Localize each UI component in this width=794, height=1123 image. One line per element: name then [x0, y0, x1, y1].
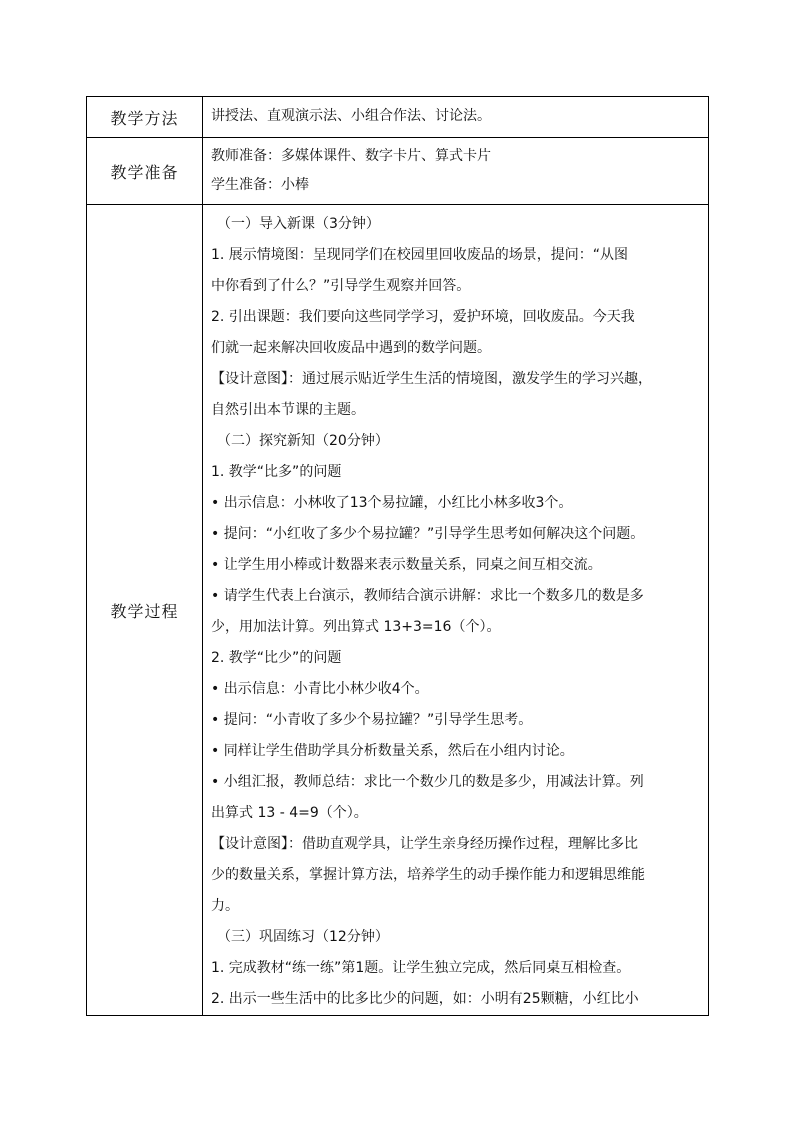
process-line: • 让学生用小棒或计数器来表示数量关系，同桌之间互相交流。	[211, 557, 602, 573]
process-line: 少的数量关系，掌握计算方法，培养学生的动手操作能力和逻辑思维能	[211, 867, 645, 883]
process-line: 2. 教学“比少”的问题	[211, 650, 342, 666]
teaching-prep-row	[87, 138, 709, 205]
student-prep-text: 学生准备：小棒	[211, 177, 309, 193]
process-line: （三）巩固练习（12分钟）	[217, 929, 389, 945]
teaching-method-row	[87, 97, 709, 138]
process-line: 1. 展示情境图：呈现同学们在校园里回收废品的场景，提问：“从图	[211, 247, 629, 263]
process-line: 中你看到了什么？”引导学生观察并回答。	[211, 278, 471, 294]
process-line: • 提问：“小红收了多少个易拉罐？”引导学生思考如何解决这个问题。	[211, 526, 645, 542]
design-intent-line: 【设计意图】：借助直观学具，让学生亲身经历操作过程，理解比多比	[211, 836, 638, 852]
teaching-method-label: 教学方法	[87, 97, 203, 138]
process-line: • 出示信息：小青比小林少收4个。	[211, 681, 429, 697]
process-line: （二）探究新知（20分钟）	[217, 433, 389, 449]
teaching-method-text: 讲授法、直观演示法、小组合作法、讨论法。	[211, 108, 491, 124]
lesson-plan-table	[86, 96, 709, 1016]
process-line: 1. 完成教材“练一练”第1题。让学生独立完成，然后同桌互相检查。	[211, 960, 631, 976]
teaching-prep-content	[203, 138, 709, 205]
process-line: 们就一起来解决回收废品中遇到的数学问题。	[211, 340, 491, 356]
teacher-prep-text: 教师准备：多媒体课件、数字卡片、算式卡片	[211, 148, 491, 164]
teaching-method-content	[203, 97, 709, 138]
design-intent-line: 【设计意图】：通过展示贴近学生生活的情境图，激发学生的学习兴趣，	[211, 371, 652, 387]
process-line: • 请学生代表上台演示，教师结合演示讲解：求比一个数多几的数是多	[211, 588, 644, 604]
process-line: 少，用加法计算。列出算式 13+3=16（个）。	[211, 619, 501, 635]
process-line: • 同样让学生借助学具分析数量关系，然后在小组内讨论。	[211, 743, 574, 759]
process-line: 力。	[211, 898, 239, 914]
process-line: • 提问：“小青收了多少个易拉罐？”引导学生思考。	[211, 712, 533, 728]
process-line: 1. 教学“比多”的问题	[211, 464, 342, 480]
process-line: • 小组汇报，教师总结：求比一个数少几的数是多少，用减法计算。列	[211, 774, 644, 790]
process-line: 2. 引出课题：我们要向这些同学学习，爱护环境，回收废品。今天我	[211, 309, 635, 325]
teaching-process-content	[203, 205, 709, 1016]
teaching-process-row	[87, 205, 709, 1016]
process-line: • 出示信息：小林收了13个易拉罐，小红比小林多收3个。	[211, 495, 573, 511]
teaching-prep-label: 教学准备	[87, 138, 203, 205]
process-line: 自然引出本节课的主题。	[211, 402, 365, 418]
teaching-process-label: 教学过程	[87, 205, 203, 1016]
process-line: （一）导入新课（3分钟）	[217, 216, 380, 232]
process-line: 出算式 13 - 4=9（个）。	[211, 805, 368, 821]
process-line: 2. 出示一些生活中的比多比少的问题，如：小明有25颗糖，小红比小	[211, 991, 639, 1007]
